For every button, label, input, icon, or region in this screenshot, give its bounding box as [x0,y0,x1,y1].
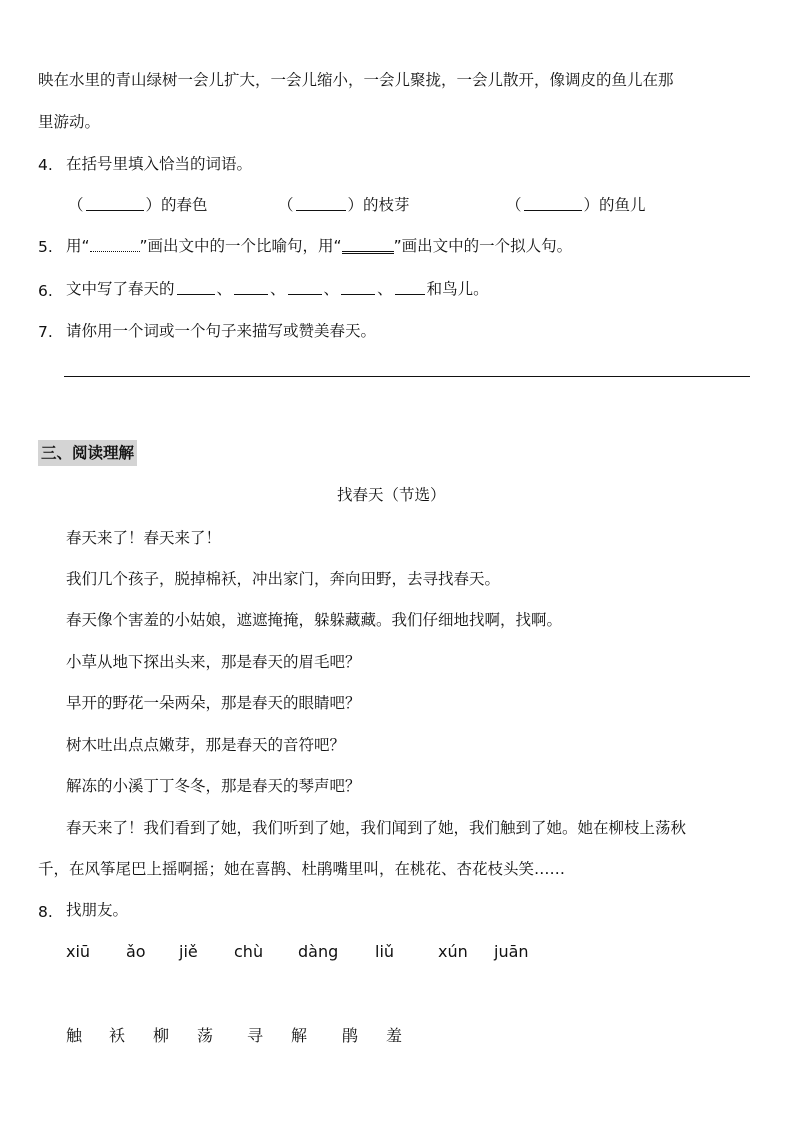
blank-suffix: 的枝芽 [363,196,410,214]
pinyin-item[interactable]: xún [438,942,468,961]
paren-open: （ [506,196,522,214]
q5-part-3: ”画出文中的一个拟人句。 [393,237,573,255]
article-para-3: 春天像个害羞的小姑娘，遮遮掩掩，躲躲藏藏。我们仔细地找啊，找啊。 [66,611,563,629]
question-4-number: 4. [38,156,53,174]
character-item[interactable]: 解 [291,1026,308,1045]
fill-blank[interactable] [524,196,582,211]
article-last-para-line-2: 千，在风筝尾巴上摇啊摇；她在喜鹊、杜鹃嘴里叫，在桃花、杏花枝头笑…… [38,860,566,878]
separator: 、 [270,280,286,298]
pinyin-item[interactable]: dàng [298,942,339,961]
question-8-text: 找朋友。 [66,901,129,919]
question-7-text: 请你用一个词或一个句子来描写或赞美春天。 [66,322,377,340]
question-4-item-2 [278,195,410,215]
character-item[interactable]: 触 [66,1026,83,1045]
wavy-underline-sample [90,237,140,252]
pinyin-item[interactable]: xiū [66,942,91,961]
q6-end: 和鸟儿。 [426,280,489,298]
blank-suffix: 的鱼儿 [599,196,646,214]
separator: 、 [216,280,233,298]
fill-blank[interactable] [288,280,322,295]
fill-blank[interactable] [177,280,215,295]
article-para-4: 小草从地下探出头来，那是春天的眉毛吧？ [66,653,361,671]
article-last-para-line-1: 春天来了！我们看到了她，我们听到了她，我们闻到了她，我们触到了她。她在柳枝上荡秋 [66,819,687,837]
question-4-item-1 [68,195,208,215]
article-para-5: 早开的野花一朵两朵，那是春天的眼睛吧？ [66,694,361,712]
paren-close: ） [145,196,162,214]
fill-blank[interactable] [395,280,425,295]
pinyin-item[interactable]: juān [494,942,529,961]
fill-blank[interactable] [341,280,375,295]
question-8-number: 8. [38,903,53,921]
article-para-6: 树木吐出点点嫩芽，那是春天的音符吧？ [66,736,346,754]
question-5-number: 5. [38,238,53,256]
paren-close: ） [347,196,364,214]
q5-part-2: ”画出文中的一个比喻句，用“ [139,237,342,255]
article-para-1: 春天来了！春天来了！ [66,529,222,547]
double-underline-sample [342,237,394,254]
blank-suffix: 的春色 [161,196,208,214]
paren-open: （ [68,196,84,214]
question-6-text [66,279,489,299]
question-7-number: 7. [38,323,53,341]
paren-open: （ [278,196,294,214]
separator: 、 [323,280,340,298]
article-para-7: 解冻的小溪丁丁冬冬，那是春天的琴声吧？ [66,777,361,795]
character-item[interactable]: 柳 [153,1026,170,1045]
character-item[interactable]: 荡 [197,1026,214,1045]
separator: 、 [377,280,393,298]
q6-part-1: 文中写了春天的 [66,280,175,298]
question-4-item-3 [506,195,646,215]
pinyin-item[interactable]: jiě [179,942,198,961]
fill-blank[interactable] [234,280,268,295]
q5-part-1: 用“ [66,237,90,255]
pinyin-item[interactable]: chù [234,942,264,961]
character-item[interactable]: 寻 [247,1026,264,1045]
character-item[interactable]: 鹃 [342,1026,359,1045]
question-5-text [66,236,572,256]
paren-close: ） [583,196,600,214]
article-para-2: 我们几个孩子，脱掉棉袄，冲出家门，奔向田野，去寻找春天。 [66,570,501,588]
fill-blank[interactable] [86,196,144,211]
question-4-text: 在括号里填入恰当的词语。 [66,155,253,173]
pinyin-item[interactable]: liǔ [375,942,395,961]
passage-line-1: 映在水里的青山绿树一会儿扩大，一会儿缩小，一会儿聚拢，一会儿散开，像调皮的鱼儿在那 [38,71,674,89]
section-heading: 三、阅读理解 [38,440,137,466]
article-title: 找春天（节选） [337,486,446,504]
character-item[interactable]: 袄 [109,1026,126,1045]
answer-line[interactable] [64,376,750,377]
question-6-number: 6. [38,282,53,300]
passage-line-2: 里游动。 [38,113,101,131]
pinyin-item[interactable]: ǎo [126,942,146,961]
character-item[interactable]: 羞 [386,1026,403,1045]
fill-blank[interactable] [296,196,346,211]
